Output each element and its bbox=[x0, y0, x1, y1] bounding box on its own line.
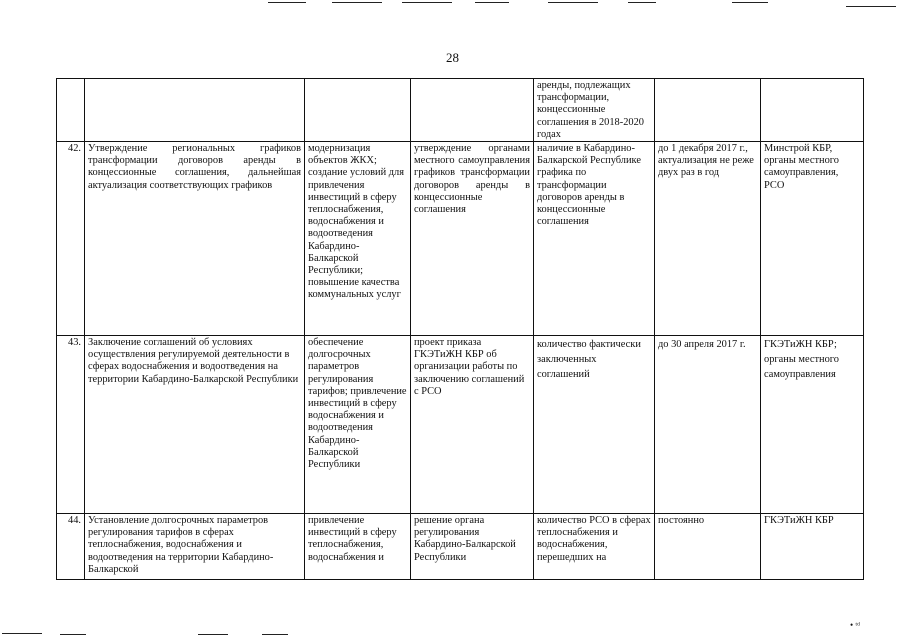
measure-name: Утверждение региональных графиков трансформации договоров аренды в концессионные соглашения, дальнейшая актуализация соответствующих графиков bbox=[85, 142, 305, 336]
row-number bbox=[57, 79, 85, 142]
measure-name: Установление долгосрочных параметров регулирования тарифов в сферах теплоснабжения, водоснабжения и водоотведения на территории Кабардино-Балкарской bbox=[85, 514, 305, 580]
measure-responsible: ГКЭТиЖН КБР; органы местного самоуправления bbox=[761, 336, 864, 514]
measure-goal bbox=[305, 79, 411, 142]
measure-goal: модернизация объектов ЖКХ; создание условий для привлечения инвестиций в сферу теплоснабжения, водоснабжения и водоотведения Кабардино-Балкарской Республики; повышение качества коммунальных услуг bbox=[305, 142, 411, 336]
scan-artifact-top-3 bbox=[402, 2, 452, 3]
row-number: 44. bbox=[57, 514, 85, 580]
measure-goal: привлечение инвестиций в сферу теплоснабжения, водоснабжения и bbox=[305, 514, 411, 580]
measure-indicator: наличие в Кабардино-Балкарской Республике графика по трансформации договоров аренды в концессионные соглашения bbox=[534, 142, 655, 336]
measure-result: решение органа регулирования Кабардино-Балкарской Республики bbox=[411, 514, 534, 580]
measure-name bbox=[85, 79, 305, 142]
row-number: 43. bbox=[57, 336, 85, 514]
page-number: 28 bbox=[446, 50, 459, 65]
measure-deadline bbox=[655, 79, 761, 142]
measure-result: проект приказа ГКЭТиЖН КБР об организации работы по заключению соглашений с РСО bbox=[411, 336, 534, 514]
measure-name: Заключение соглашений об условиях осуществления регулируемой деятельности в сферах водоснабжения и водоотведения на территории Кабардино-Балкарской Республики bbox=[85, 336, 305, 514]
table-row bbox=[57, 514, 864, 580]
table-row bbox=[57, 79, 864, 142]
measure-result: утверждение органами местного самоуправления графиков трансформации договоров аренды в концессионные соглашения bbox=[411, 142, 534, 336]
scan-artifact-bottom-3 bbox=[198, 634, 228, 635]
measure-result bbox=[411, 79, 534, 142]
measure-responsible: Минстрой КБР, органы местного самоуправления, РСО bbox=[761, 142, 864, 336]
measure-deadline: постоянно bbox=[655, 514, 761, 580]
measure-deadline: до 30 апреля 2017 г. bbox=[655, 336, 761, 514]
scan-artifact-bottom-1 bbox=[2, 633, 42, 634]
scan-artifact-top-1 bbox=[268, 2, 306, 3]
measures-table bbox=[56, 78, 864, 580]
measure-indicator: количество РСО в сферах теплоснабжения и водоснабжения, перешедших на bbox=[534, 514, 655, 580]
scan-artifact-bottom-4 bbox=[262, 634, 288, 635]
measure-responsible: ГКЭТиЖН КБР bbox=[761, 514, 864, 580]
scan-artifact-top-7 bbox=[732, 2, 768, 3]
table-row bbox=[57, 142, 864, 336]
row-number: 42. bbox=[57, 142, 85, 336]
scan-artifact-top-6 bbox=[628, 2, 656, 3]
measure-indicator: количество фактически заключенных соглашений bbox=[534, 336, 655, 514]
footer-marks: • ᵗᵈ bbox=[850, 620, 860, 630]
scan-artifact-top-2 bbox=[332, 2, 382, 3]
scan-artifact-bottom-2 bbox=[60, 634, 86, 635]
scan-artifact-top-8 bbox=[846, 6, 896, 7]
scan-artifact-top-5 bbox=[548, 2, 598, 3]
table-row bbox=[57, 336, 864, 514]
measure-deadline: до 1 декабря 2017 г., актуализация не реже двух раз в год bbox=[655, 142, 761, 336]
measure-goal: обеспечение долгосрочных параметров регулирования тарифов; привлечение инвестиций в сферу водоснабжения и водоотведения Кабардино-Балкарской Республики bbox=[305, 336, 411, 514]
scan-artifact-top-4 bbox=[475, 2, 509, 3]
measure-responsible bbox=[761, 79, 864, 142]
measure-indicator: аренды, подлежащих трансформации, концессионные соглашения в 2018-2020 годах bbox=[534, 79, 655, 142]
